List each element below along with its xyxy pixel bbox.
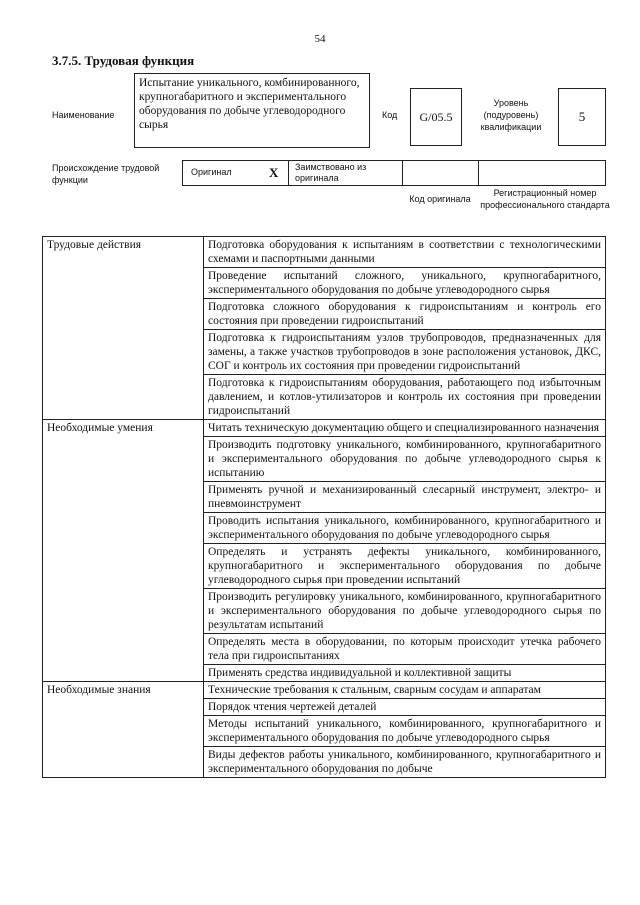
section-category-empty [43, 437, 204, 482]
section-category-empty [43, 513, 204, 544]
section-item-text: Подготовка оборудования к испытаниям в соответствии с технологическими схемами и паспортными данными [204, 237, 606, 268]
section-item-text: Производить подготовку уникального, комбинированного, крупногабаритного и экспериментального оборудования по добыче углеводородного сырья к испытанию [204, 437, 606, 482]
table-row [43, 589, 606, 634]
origin-original-cell [183, 161, 289, 185]
qualification-level-label: Уровень (подуровень) квалификации [480, 98, 542, 132]
origin-borrowed-label: Заимствовано из оригинала [295, 162, 367, 183]
section-category-empty [43, 699, 204, 716]
section-category-empty [43, 299, 204, 330]
section-item-text: Применять ручной и механизированный слесарный инструмент, электро- и пневмоинструмент [204, 482, 606, 513]
origin-borrowed-cell [289, 161, 403, 185]
section-item-text: Подготовка к гидроиспытаниям узлов трубопроводов, предназначенных для замены, а также участков трубопроводов в зоне расположения установок, ДКС, СОГ и контроль их состояния при проведении гидроиспытаний [204, 330, 606, 375]
table-row [43, 437, 606, 482]
name-label: Наименование [52, 110, 115, 120]
origin-original-label: Оригинал [191, 167, 232, 177]
section-category-empty [43, 375, 204, 420]
table-row [43, 375, 606, 420]
table-row [43, 330, 606, 375]
origin-label: Происхождение трудовой функции [52, 163, 160, 185]
table-row [43, 747, 606, 778]
table-row [43, 237, 606, 268]
code-label: Код [382, 110, 398, 120]
function-details-table [42, 236, 606, 778]
table-row [43, 513, 606, 544]
origin-row [182, 160, 606, 186]
function-name-value: Испытание уникального, комбинированного, крупногабаритного и экспериментального оборудования по добыче углеводородного сырья [134, 73, 370, 148]
section-item-text: Производить регулировку уникального, комбинированного, крупногабаритного и экспериментального оборудования по добыче углеводородного сырья по результатам испытаний [204, 589, 606, 634]
origin-original-mark: X [269, 165, 279, 180]
section-category-empty [43, 747, 204, 778]
section-category-empty [43, 634, 204, 665]
section-item-text: Виды дефектов работы уникального, комбинированного, крупногабаритного и экспериментального оборудования по добыче [204, 747, 606, 778]
section-category-empty [43, 330, 204, 375]
section-title: 3.7.5. Трудовая функция [52, 53, 195, 68]
origin-reg-cell [479, 161, 607, 185]
section-category-empty [43, 665, 204, 682]
section-item-text: Применять средства индивидуальной и коллективной защиты [204, 665, 606, 682]
table-row [43, 716, 606, 747]
page-number: 54 [314, 33, 326, 45]
section-item-text: Читать техническую документацию общего и специализированного назначения [204, 420, 606, 437]
section-item-text: Проводить испытания уникального, комбинированного, крупногабаритного и экспериментального оборудования по добыче углеводородного сырья [204, 513, 606, 544]
table-row [43, 634, 606, 665]
section-category-empty [43, 716, 204, 747]
section-category-empty [43, 268, 204, 299]
table-row [43, 482, 606, 513]
qualification-level-value: 5 [558, 88, 606, 146]
section-item-text: Подготовка сложного оборудования к гидроиспытаниям и контроль его состояния при проведении гидроиспытаний [204, 299, 606, 330]
section-category-empty [43, 544, 204, 589]
section-category-label: Необходимые знания [43, 682, 204, 699]
table-row [43, 299, 606, 330]
section-category-empty [43, 482, 204, 513]
section-category-label: Необходимые умения [43, 420, 204, 437]
section-item-text: Технические требования к стальным, сварным сосудам и аппаратам [204, 682, 606, 699]
origin-code-cell [403, 161, 479, 185]
section-item-text: Порядок чтения чертежей деталей [204, 699, 606, 716]
table-row [43, 665, 606, 682]
function-code-value: G/05.5 [410, 88, 462, 146]
table-row [43, 268, 606, 299]
section-category-label: Трудовые действия [43, 237, 204, 268]
section-item-text: Проведение испытаний сложного, уникального, крупногабаритного, экспериментального оборудования по добыче углеводородного сырья [204, 268, 606, 299]
table-row [43, 682, 606, 699]
section-item-text: Определять и устранять дефекты уникального, комбинированного, крупногабаритного и экспериментального оборудования по добыче углеводородного сырья при проведении испытаний [204, 544, 606, 589]
table-row [43, 544, 606, 589]
section-item-text: Определять места в оборудовании, по которым происходит утечка рабочего тела при гидроиспытаниях [204, 634, 606, 665]
code-original-label: Код оригинала [409, 194, 471, 204]
section-category-empty [43, 589, 204, 634]
section-item-text: Методы испытаний уникального, комбинированного, крупногабаритного и экспериментального оборудования по добыче углеводородного сырья [204, 716, 606, 747]
section-item-text: Подготовка к гидроиспытаниям оборудования, работающего под избыточным давлением, и котлов-утилизаторов и контроль их состояния при проведении гидроиспытаний [204, 375, 606, 420]
table-row [43, 699, 606, 716]
table-row [43, 420, 606, 437]
reg-number-label: Регистрационный номер профессионального стандарта [480, 188, 610, 210]
